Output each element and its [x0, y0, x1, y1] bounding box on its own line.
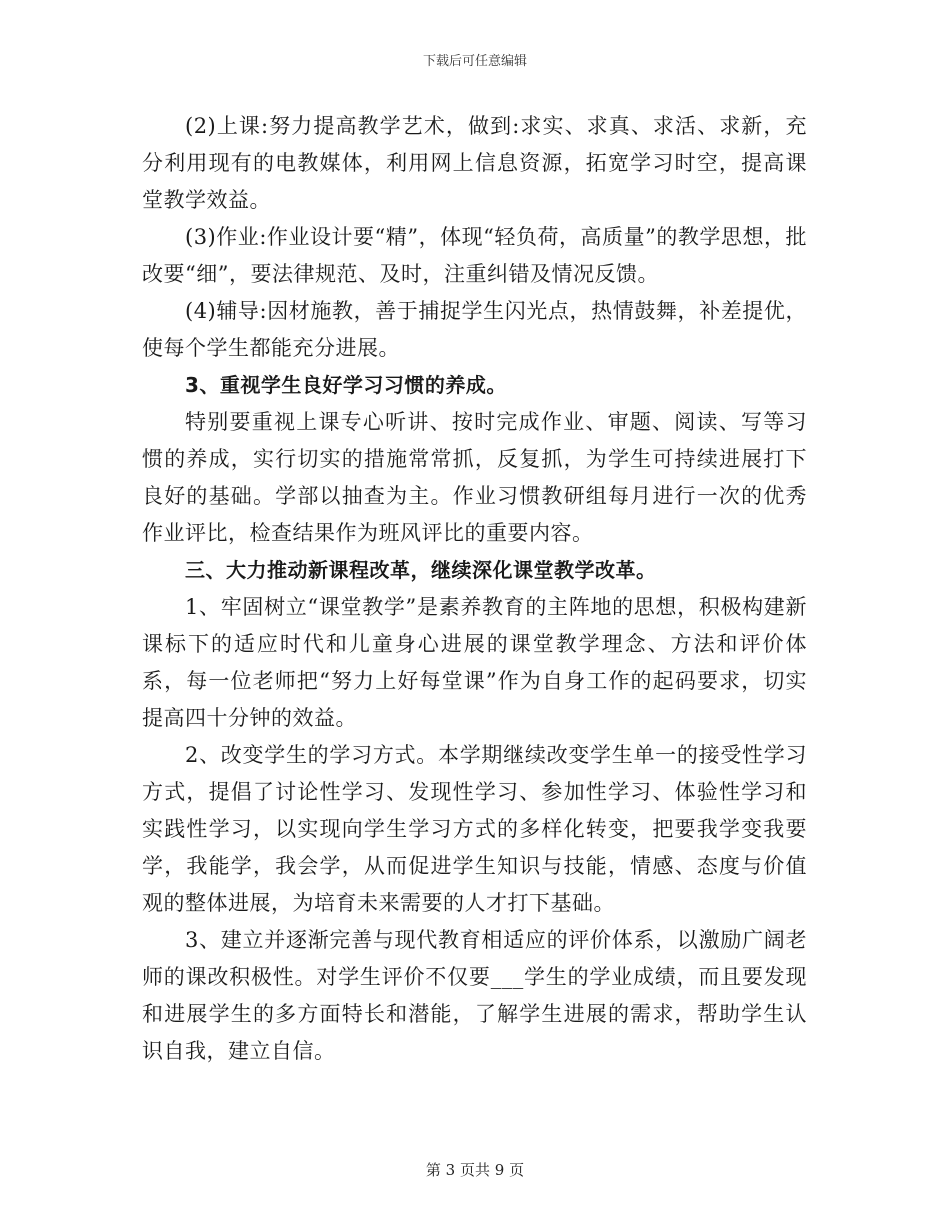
paragraph-evaluation-system: 3、建立并逐渐完善与现代教育相适应的评价体系，以激励广阔老师的课改积极性。对学生评价不仅要___学生的学业成绩，而且要发现和进展学生的多方面特长和潜能，了解学生进展的需求，帮助学生认识自我，建立自信。	[142, 928, 807, 1063]
paragraph-tutoring: (4)辅导:因材施教，善于捕捉学生闪光点，热情鼓舞，补差提优，使每个学生都能充分进展。	[142, 299, 807, 360]
section-heading-study-habits: 3、重视学生良好学习习惯的养成。	[185, 373, 507, 397]
paragraph-homework: (3)作业:作业设计要“精”，体现“轻负荷，高质量”的教学思想，批改要“细”，要法律规范、及时，注重纠错及情况反馈。	[142, 225, 807, 286]
section-heading-curriculum-reform: 三、大力推动新课程改革，继续深化课堂教学改革。	[185, 558, 657, 582]
paragraph-class-attendance: (2)上课:努力提高教学艺术，做到:求实、求真、求活、求新，充分利用现有的电教媒体，利用网上信息资源，拓宽学习时空，提高课堂教学效益。	[142, 114, 807, 212]
paragraph-classroom-teaching: 1、牢固树立“课堂教学”是素养教育的主阵地的思想，积极构建新课标下的适应时代和儿童身心进展的课堂教学理念、方法和评价体系，每一位老师把“努力上好每堂课”作为自身工作的起码要求，切实提高四十分钟的效益。	[142, 595, 807, 730]
paragraph-study-habits: 特别要重视上课专心听讲、按时完成作业、审题、阅读、写等习惯的养成，实行切实的措施常常抓，反复抓，为学生可持续进展打下良好的基础。学部以抽查为主。作业习惯教研组每月进行一次的优秀作业评比，检查结果作为班风评比的重要内容。	[142, 410, 807, 545]
paragraph-learning-methods: 2、改变学生的学习方式。本学期继续改变学生单一的接受性学习方式，提倡了讨论性学习、发现性学习、参加性学习、体验性学习和实践性学习，以实现向学生学习方式的多样化转变，把要我学变我要学，我能学，我会学，从而促进学生知识与技能，情感、态度与价值观的整体进展，为培育未来需要的人才打下基础。	[142, 743, 807, 915]
page-header: 下载后可任意编辑	[422, 54, 527, 69]
document-body	[142, 108, 807, 1070]
page-number: 第 3 页共 9 页	[425, 1161, 525, 1179]
